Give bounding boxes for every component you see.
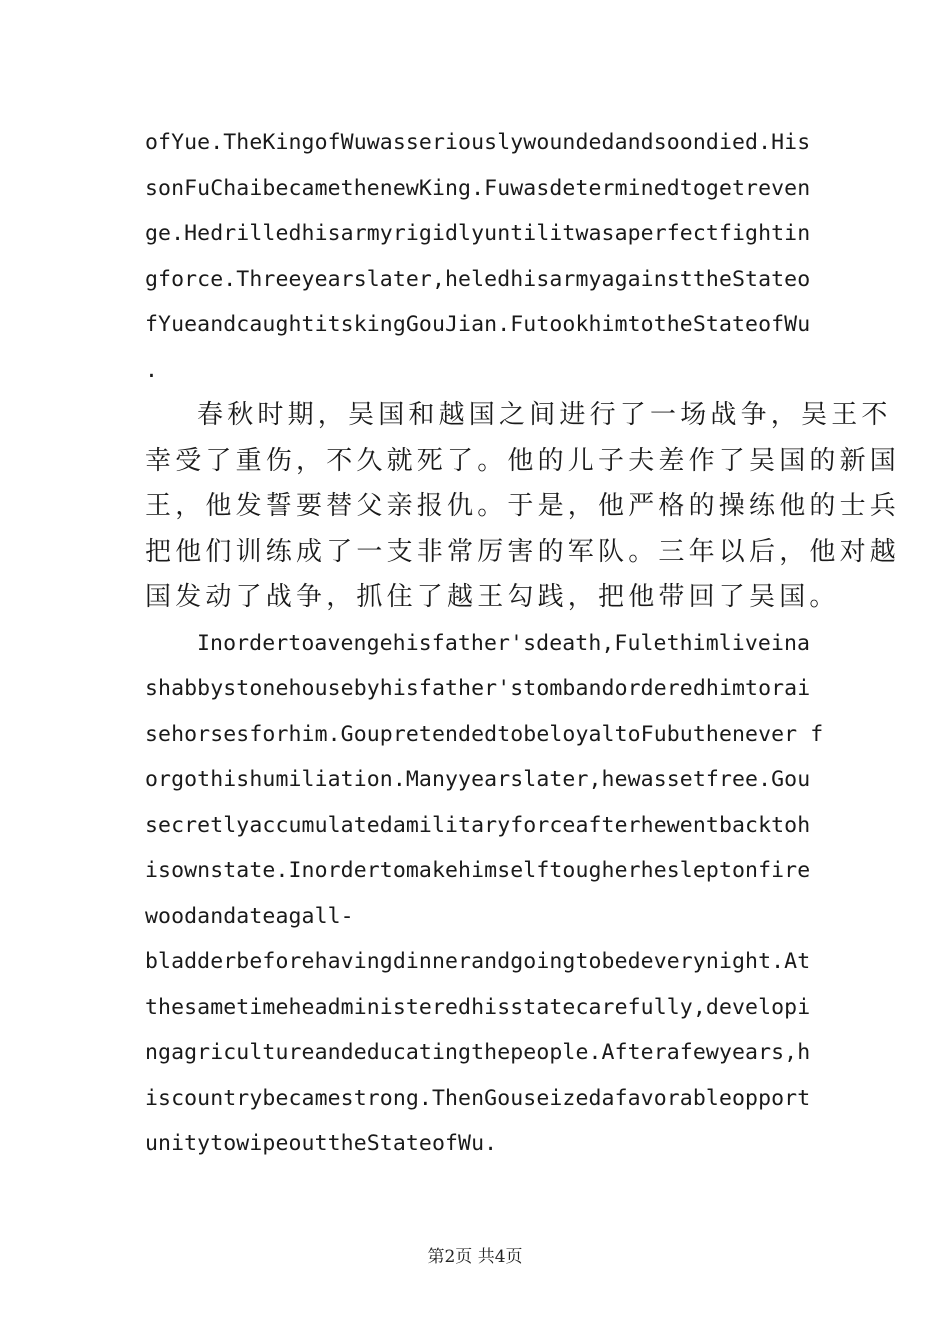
paragraph3-line: secretlyaccumulatedamilitaryforceafterhewentbacktoh — [145, 812, 811, 838]
paragraph3-line: Inordertoavengehisfather'sdeath,Fulethimliveina — [197, 630, 811, 656]
paragraph3-line: woodandateagall- — [145, 903, 354, 929]
paragraph2-line: 幸受了重伤，不久就死了。他的儿子夫差作了吴国的新国 — [145, 445, 901, 476]
paragraph1-line: . — [145, 357, 159, 383]
paragraph3-line: isownstate.Inordertomakehimselftougherhesleptonfire — [145, 858, 811, 883]
paragraph2-line: 王，他发誓要替父亲报仇。于是，他严格的操练他的士兵 — [145, 491, 901, 521]
paragraph3-line: orgothishumiliation.Manyyearslater,hewassetfree.Gou — [145, 767, 811, 792]
paragraph1-line: ofYue.TheKingofWuwasseriouslywoundedandsoondied.His — [145, 130, 811, 155]
paragraph3-line: ngagricultureandeducatingthepeople.Afterafewyears,h — [145, 1040, 811, 1065]
page-number-footer: 第2页 共4页 — [427, 1247, 523, 1267]
paragraph3-line: iscountrybecamestrong.ThenGouseizedafavorableopport — [145, 1085, 811, 1111]
paragraph3-line: unitytowipeouttheStateofWu. — [145, 1131, 498, 1156]
paragraph1-line: sonFuChaibecamethenewKing.Fuwasdeterminedtogetreven — [145, 175, 811, 201]
paragraph2-line: 春秋时期，吴国和越国之间进行了一场战争，吴王不 — [197, 400, 892, 430]
paragraph2-line: 把他们训练成了一支非常厉害的军队。三年以后，他对越 — [145, 536, 901, 567]
paragraph3-line: shabbystonehousebyhisfather'stombandorderedhimtorai — [145, 676, 811, 701]
paragraph1-line: fYueandcaughtitskingGouJian.FutookhimtotheStateofWu — [145, 312, 811, 337]
paragraph3-line: sehorsesforhim.GoupretendedtobeloyaltoFubuthenever f — [145, 721, 824, 747]
paragraph3-line: thesametimeheadministeredhisstatecarefully,developi — [145, 994, 811, 1020]
paragraph1-line: gforce.Threeyearslater,heledhisarmyagainsttheStateo — [145, 266, 811, 292]
document-body — [145, 120, 901, 1167]
paragraph2-line: 国发动了战争，抓住了越王勾践，把他带回了吴国。 — [145, 582, 840, 612]
paragraph1-line: ge.Hedrilledhisarmyrigidlyuntilitwasaperfectfightin — [145, 221, 811, 246]
paragraph3-line: bladderbeforehavingdinnerandgoingtobedeverynight.At — [145, 949, 811, 974]
